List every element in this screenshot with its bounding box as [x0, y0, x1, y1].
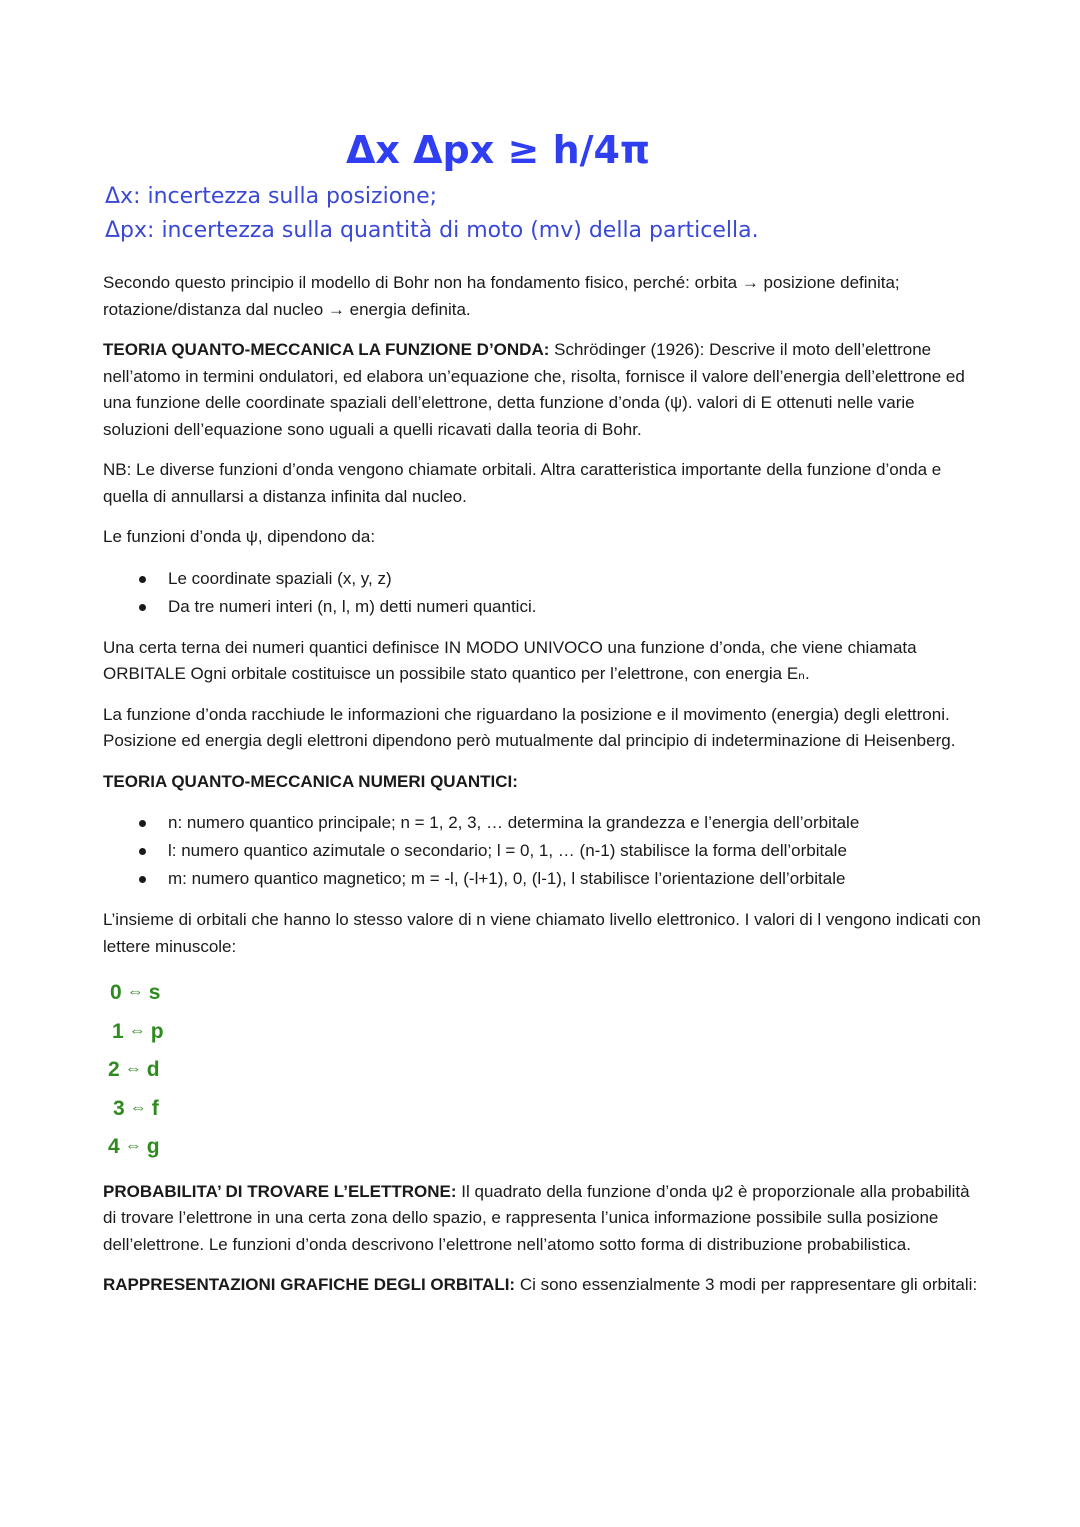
quantum-number-list — [103, 809, 983, 893]
paragraph-bohr: Secondo questo principio il modello di Bohr non ha fondamento fisico, perché: orbita → posizione definita; rotazione/distanza dal nucleo → energia definita. — [103, 273, 900, 319]
section-text: Il quadrato della funzione d’onda ψ2 è proporzionale alla probabilità di trovare l’elettrone in una certa zona dello spazio, e rappresenta l’unica informazione possibile sulla posizione dell’elettrone. Le funzioni d’onda descrivono l’elettrone nell’atomo sotto forma di distribuzione probabilistica. — [103, 1181, 970, 1254]
section-probability — [103, 1179, 983, 1259]
list-item: m: numero quantico magnetico; m = -l, (-l+1), 0, (l-1), l stabilisce l’orientazione dell’orbitale — [103, 865, 983, 893]
mapping-row: 1 ⇔ p — [112, 1019, 164, 1043]
section-heading: TEORIA QUANTO-MECCANICA LA FUNZIONE D’ONDA: — [103, 340, 550, 359]
paragraph-nb: NB: Le diverse funzioni d’onda vengono chiamate orbitali. Altra caratteristica importante della funzione d’onda e quella di annullarsi a distanza infinita dal nucleo. — [103, 460, 942, 506]
uncertainty-formula: Δx Δpx ≥ h/4π — [346, 128, 650, 172]
paragraph-levels: L’insieme di orbitali che hanno lo stesso valore di n viene chiamato livello elettronico. I valori di l vengono indicati con lettere minuscole: — [103, 910, 981, 956]
list-item: Da tre numeri interi (n, l, m) detti numeri quantici. — [103, 593, 983, 621]
list-item: n: numero quantico principale; n = 1, 2, 3, … determina la grandezza e l’energia dell’orbitale — [103, 809, 983, 837]
mapping-row: 0 ⇔ s — [110, 981, 161, 1004]
orbital-letter-mapping — [106, 974, 983, 1167]
mapping-row: 4 ⇔ g — [108, 1135, 160, 1158]
mapping-row: 2 ⇔ d — [108, 1058, 160, 1081]
list-item: l: numero quantico azimutale o secondario; l = 0, 1, … (n-1) stabilisce la forma dell’orbitale — [103, 837, 983, 865]
definition-delta-x: Δx: incertezza sulla posizione; — [105, 184, 438, 209]
document-page — [103, 128, 983, 1313]
section-text: Ci sono essenzialmente 3 modi per rappresentare gli orbitali: — [515, 1275, 978, 1294]
section-text: Schrödinger (1926): Descrive il moto dell’elettrone nell’atomo in termini ondulatori, ed elabora un’equazione che, risolta, fornisce il valore dell’energia dell’elettrone ed una funzione delle coordinate spaziali dell’elettrone, detta funzione d’onda (ψ). valori di E ottenuti nelle varie soluzioni dell’equazione sono uguali a quelli ricavati dalla teoria di Bohr. — [103, 340, 965, 439]
list-item: Le coordinate spaziali (x, y, z) — [103, 565, 983, 593]
section-quantum-numbers-heading — [103, 769, 983, 796]
formula-definitions — [103, 180, 983, 248]
paragraph-info: La funzione d’onda racchiude le informazioni che riguardano la posizione e il movimento (energia) degli elettroni. Posizione ed energia degli elettroni dipendono però mutualmente dal principio di indeterminazione di Heisenberg. — [103, 704, 956, 750]
definition-delta-px: Δpx: incertezza sulla quantità di moto (mv) della particella. — [105, 218, 759, 243]
section-wave-function — [103, 337, 983, 443]
section-heading: RAPPRESENTAZIONI GRAFICHE DEGLI ORBITALI: — [103, 1275, 516, 1294]
section-heading: PROBABILITA’ DI TROVARE L’ELETTRONE: — [103, 1181, 457, 1201]
paragraph-dependencies: Le funzioni d’onda ψ, dipendono da: — [103, 527, 376, 546]
section-graphic-representations — [103, 1272, 983, 1299]
mapping-row: 3 ⇔ f — [113, 1096, 159, 1120]
dependency-list — [103, 565, 983, 621]
paragraph-terna: Una certa terna dei numeri quantici definisce IN MODO UNIVOCO una funzione d’onda, che viene chiamata ORBITALE Ogni orbitale costituisce un possibile stato quantico per l’elettrone, con energia Eₙ. — [103, 637, 917, 683]
section-heading: TEORIA QUANTO-MECCANICA NUMERI QUANTICI: — [103, 771, 518, 791]
